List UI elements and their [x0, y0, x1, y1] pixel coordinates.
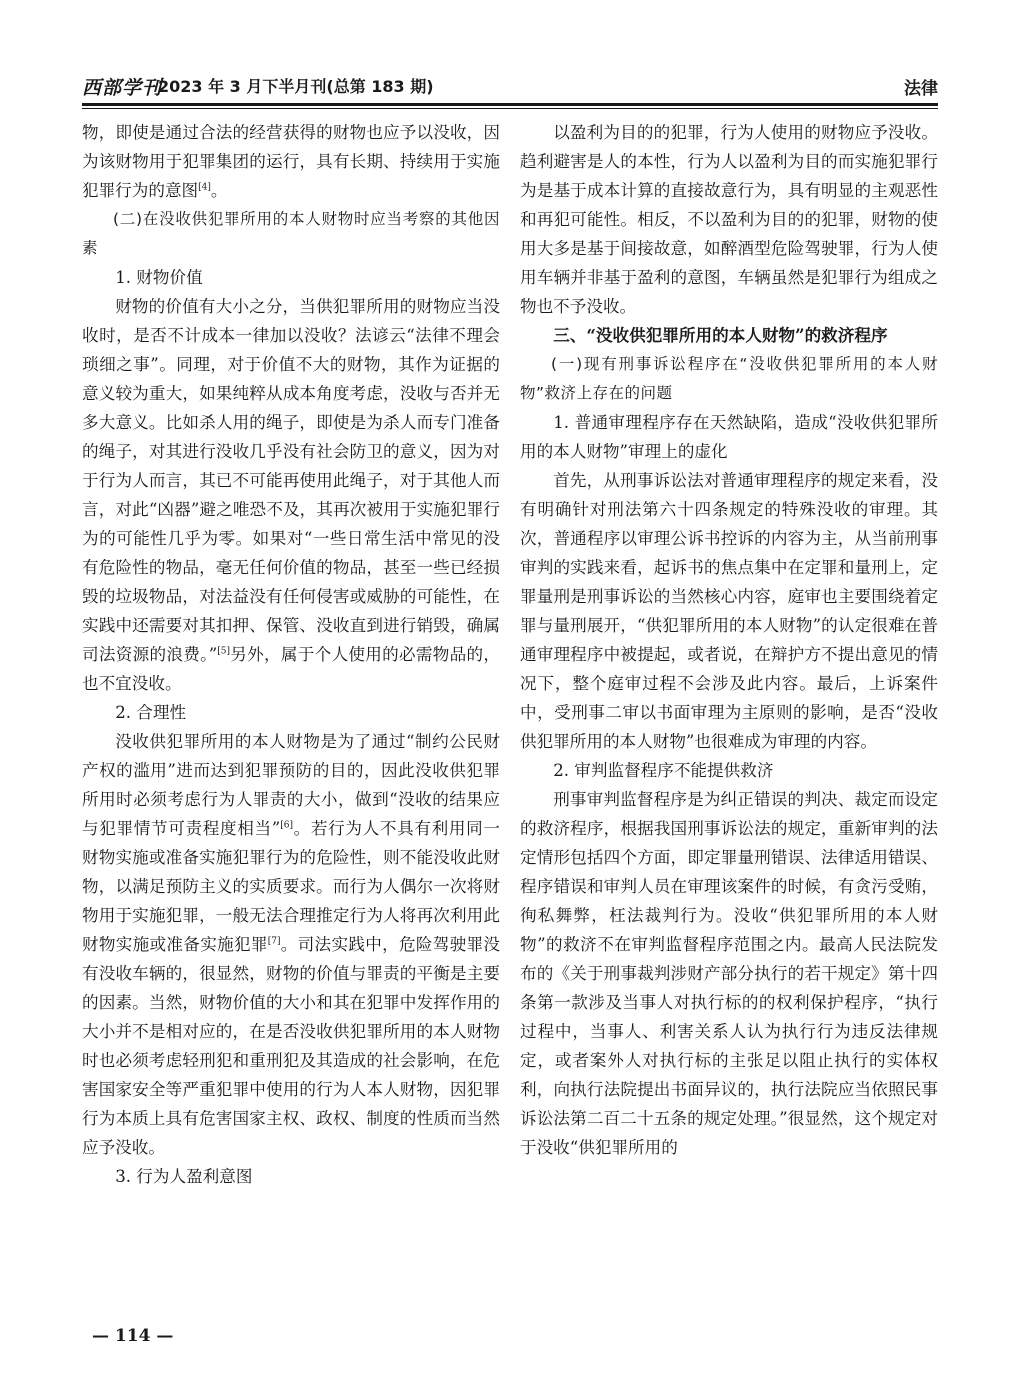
paragraph-text: 以盈利为目的的犯罪，行为人使用的财物应予没收。趋利避害是人的本性，行为人以盈利为目的而实施犯罪行为是基于成本计算的直接故意行为，具有明显的主观恶性和再犯可能性。相反，不以盈利为目的的犯罪，财物的使用大多是基于间接故意，如醉酒型危险驾驶罪，行为人使用车辆并非基于盈利的意图，车辆虽然是犯罪行为组成之物也不予没收。 — [520, 123, 938, 316]
paragraph — [520, 408, 938, 466]
paragraph — [520, 785, 938, 1162]
paragraph-text: 物，即使是通过合法的经营获得的财物也应予以没收，因为该财物用于犯罪集团的运行，具有长期、持续用于实施犯罪行为的意图 — [82, 123, 500, 200]
paragraph-text: 刑事审判监督程序是为纠正错误的判决、裁定而设定的救济程序，根据我国刑事诉讼法的规定，重新审判的法定情形包括四个方面，即定罪量刑错误、法律适用错误、程序错误和审判人员在审理该案件的时候，有贪污受贿，徇私舞弊，枉法裁判行为。没收“供犯罪所用的本人财物”的救济不在审判监督程序范围之内。最高人民法院发布的《关于刑事裁判涉财产部分执行的若干规定》第十四条第一款涉及当事人对执行标的的权利保护程序，“执行过程中，当事人、利害关系人认为执行行为违反法律规定，或者案外人对执行标的主张足以阻止执行的实体权利，向执行法院提出书面异议的，执行法院应当依照民事诉讼法第二百二十五条的规定处理。”很显然，这个规定对于没收“供犯罪所用的 — [520, 790, 938, 1157]
paragraph-text: 财物的价值有大小之分，当供犯罪所用的财物应当没收时，是否不计成本一律加以没收？法谚云“法律不理会琐细之事”。同理，对于价值不大的财物，其作为证据的意义较为重大，如果纯粹从成本角度考虑，没收与否并无多大意义。比如杀人用的绳子，即使是为杀人而专门准备的绳子，对其进行没收几乎没有社会防卫的意义，因为对于行为人而言，其已不可能再使用此绳子，对于其他人而言，对此“凶器”避之唯恐不及，其再次被用于实施犯罪行为的可能性几乎为零。如果对“一些日常生活中常见的没有危险性的物品，毫无任何价值的物品，甚至一些已经损毁的垃圾物品，对法益没有任何侵害或威胁的可能性，在实践中还需要对其扣押、保管、没收直到进行销毁，确属司法资源的浪费。” — [82, 297, 500, 664]
paragraph — [82, 263, 500, 292]
section-name: 法律 — [904, 79, 938, 99]
paragraph-text: 。若行为人不具有利用同一财物实施或准备实施犯罪行为的危险性，则不能没收此财物，以满足预防主义的实质要求。而行为人偶尔一次将财物用于实施犯罪，一般无法合理推定行为人将再次利用此财物实施或准备实施犯罪 — [82, 819, 501, 954]
paragraph — [520, 321, 938, 350]
running-header — [82, 71, 938, 99]
citation-ref: [6] — [280, 820, 293, 831]
left-column — [82, 118, 500, 1191]
paragraph-text: (一)现有刑事诉讼程序在“没收供犯罪所用的本人财物”救济上存在的问题 — [520, 355, 938, 402]
paragraph-text: 3. 行为人盈利意图 — [115, 1167, 253, 1186]
paragraph — [82, 727, 500, 1162]
paragraph — [82, 1162, 500, 1191]
paragraph-text: (二)在没收供犯罪所用的本人财物时应当考察的其他因素 — [82, 210, 500, 257]
paragraph-text: 1. 财物价值 — [115, 268, 203, 287]
paragraph-text: 2. 审判监督程序不能提供救济 — [553, 761, 774, 780]
citation-ref: [4] — [198, 182, 211, 193]
citation-ref: [7] — [267, 936, 281, 947]
paragraph-text: 1. 普通审理程序存在天然缺陷，造成“没收供犯罪所用的本人财物”审理上的虚化 — [520, 413, 938, 461]
paragraph-text: 。司法实践中，危险驾驶罪没有没收车辆的，很显然，财物的价值与罪责的平衡是主要的因素。当然，财物价值的大小和其在犯罪中发挥作用的大小并不是相对应的，在是否没收供犯罪所用的本人财物时也必须考虑轻刑犯和重刑犯及其造成的社会影响，在危害国家安全等严重犯罪中使用的行为人本人财物，因犯罪行为本质上具有危害国家主权、政权、制度的性质而当然应予没收。 — [82, 935, 501, 1157]
paragraph — [82, 205, 500, 263]
paragraph-text: 三、“没收供犯罪所用的本人财物”的救济程序 — [553, 325, 888, 345]
paragraph-text: 首先，从刑事诉讼法对普通审理程序的规定来看，没有明确针对刑法第六十四条规定的特殊没收的审理。其次，普通程序以审理公诉书控诉的内容为主，从当前刑事审判的实践来看，起诉书的焦点集中在定罪和量刑上，定罪量刑是刑事诉讼的当然核心内容，庭审也主要围绕着定罪与量刑展开，“供犯罪所用的本人财物”的认定很难在普通审理程序中被提起，或者说，在辩护方不提出意见的情况下，整个庭审过程不会涉及此内容。最后，上诉案件中，受刑事二审以书面审理为主原则的影响，是否“没收供犯罪所用的本人财物”也很难成为审理的内容。 — [520, 471, 938, 751]
citation-ref: [5] — [217, 646, 230, 657]
paragraph-text: 2. 合理性 — [115, 703, 187, 722]
paragraph — [520, 756, 938, 785]
header-rule-thin — [82, 108, 938, 109]
paragraph-text: 没收供犯罪所用的本人财物是为了通过“制约公民财产权的滥用”进而达到犯罪预防的目的，因此没收供犯罪所用时必须考虑行为人罪责的大小，做到“没收的结果应与犯罪情节可责程度相当” — [82, 732, 500, 838]
paragraph — [520, 118, 938, 321]
right-column — [520, 118, 938, 1162]
paragraph — [520, 466, 938, 756]
paragraph — [82, 118, 500, 205]
page-number: — 114 — — [92, 1326, 174, 1346]
header-rule-thick — [82, 103, 938, 106]
journal-name: 西部学刊 — [82, 77, 163, 99]
paragraph — [520, 350, 938, 408]
paragraph-text: 。 — [210, 181, 228, 200]
paragraph-text: 另外，属于个人使用的必需物品的，也不宜没收。 — [82, 645, 501, 693]
issue-info: 2023 年 3 月下半月刊(总第 183 期) — [158, 77, 434, 96]
paragraph — [82, 292, 500, 698]
paragraph — [82, 698, 500, 727]
